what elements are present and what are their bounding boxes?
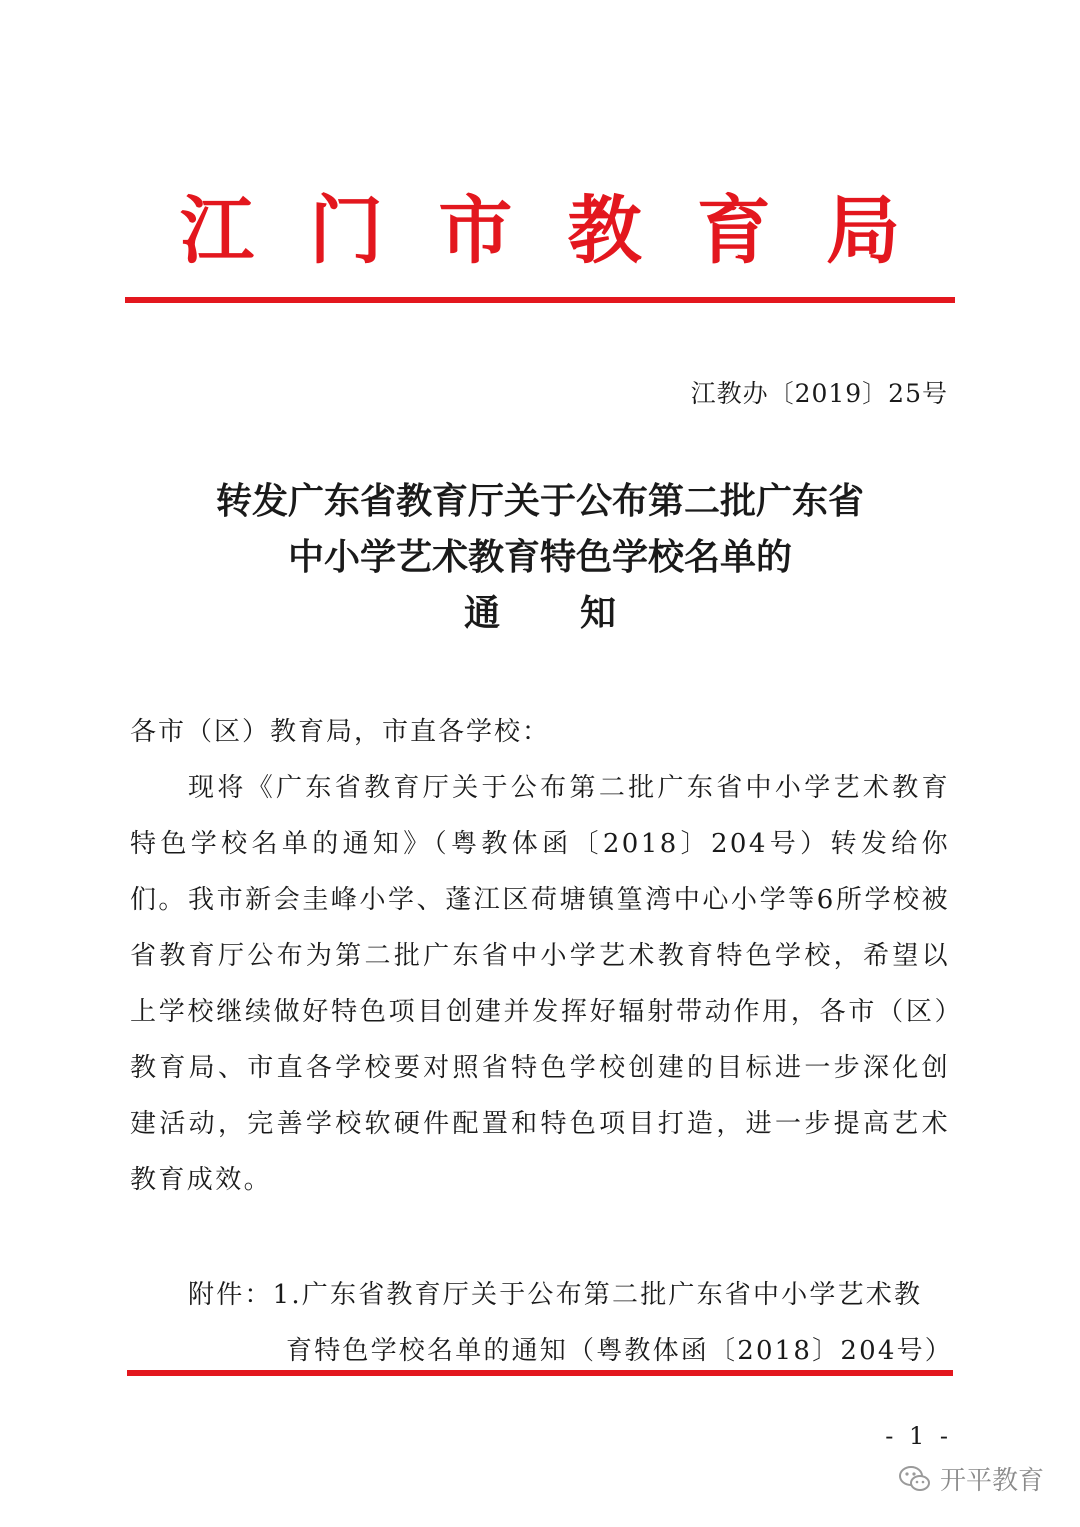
issuer-char: 市: [438, 188, 513, 274]
issuer-title: [125, 188, 955, 274]
footer-red-rule: [127, 1370, 953, 1376]
issuer-char: 育: [696, 188, 771, 274]
issuer-char: 局: [825, 188, 900, 274]
title-line: 中小学艺术教育特色学校名单的: [287, 537, 792, 578]
body-paragraph: 我市新会圭峰小学、蓬江区荷塘镇篁湾中心小学等6所学校被省教育厅公布为第二批广东省中小学艺术教育特色学校，希望以上学校继续做好特色项目创建并发挥好辐射带动作用，各市（区）教育局、市直各学校要对照省特色学校创建的目标进一步深化创建活动，完善学校软硬件配置和特色项目打造，进一步提高艺术教育成效。: [130, 885, 950, 1195]
issuer-char: 门: [309, 188, 384, 274]
page-number: - 1 -: [885, 1422, 952, 1450]
document-number: 江教办〔2019〕25号: [690, 379, 948, 408]
issuer-char: 江: [180, 188, 254, 274]
attachment-list: [188, 1267, 953, 1379]
wechat-icon: [898, 1464, 932, 1494]
title-line: 转发广东省教育厅关于公布第二批广东省: [215, 481, 864, 522]
watermark-text: 开平教育: [939, 1466, 1044, 1496]
title-line: 通知: [463, 593, 696, 634]
attachment-line: 附件：1.广东省教育厅关于公布第二批广东省中小学艺术教: [188, 1280, 923, 1310]
attachment-line: 育特色学校名单的通知（粤教体函〔2018〕204号）: [286, 1336, 953, 1366]
body-paragraph: 现将《广东省教育厅关于公布第二批广东省中小学艺术教育特色学校名单的通知》（粤教体函〔2018〕204号）转发给你们。: [130, 773, 950, 915]
issuer-char: 教: [567, 188, 642, 274]
document-title: [0, 474, 1080, 642]
header-red-rule: [125, 297, 955, 303]
watermark: [898, 1460, 1044, 1497]
salutation: 各市（区）教育局，市直各学校：: [130, 717, 551, 747]
